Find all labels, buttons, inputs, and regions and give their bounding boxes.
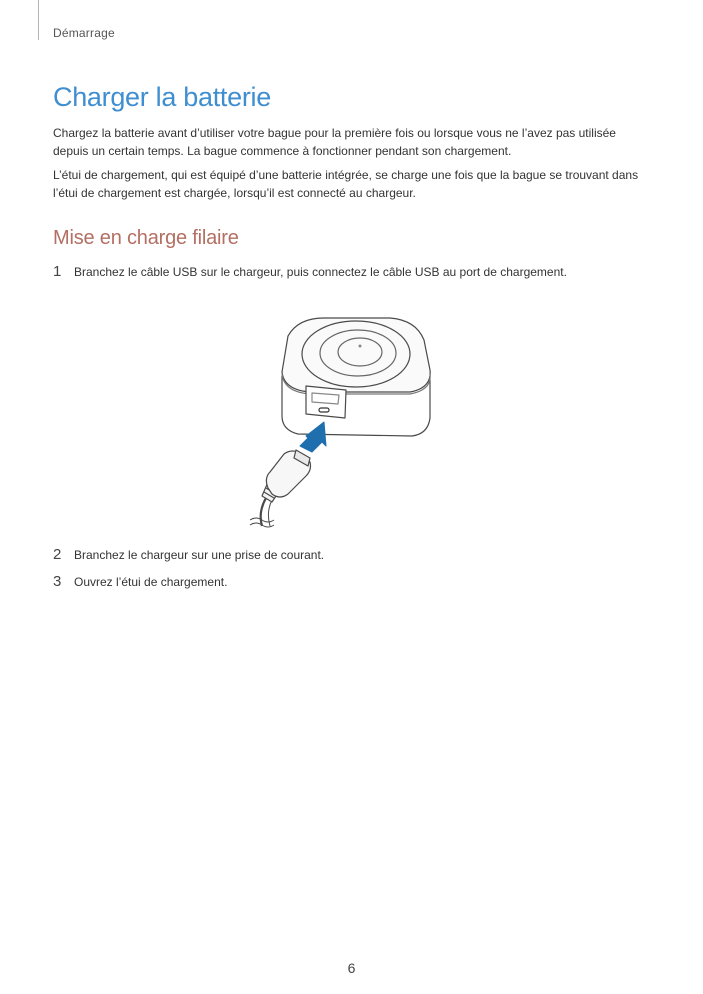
- step-number: 3: [53, 573, 62, 590]
- step-number: 1: [53, 263, 62, 280]
- margin-rule: [38, 0, 39, 40]
- lid-dot: [359, 345, 362, 348]
- step-text: Ouvrez l’étui de chargement.: [74, 575, 228, 589]
- intro-paragraph-2: L’étui de chargement, qui est équipé d’une batterie intégrée, se charge une fois que la bague se trouvant dans l’étui de chargement est chargée, lorsqu’il est connecté au chargeur.: [53, 168, 639, 200]
- step-text: Branchez le chargeur sur une prise de courant.: [74, 548, 325, 562]
- usb-port: [319, 408, 329, 412]
- step-text: Branchez le câble USB sur le chargeur, puis connectez le câble USB au port de chargement.: [74, 265, 567, 279]
- intro-paragraph-1: Chargez la batterie avant d’utiliser votre bague pour la première fois ou lorsque vous ne l’avez pas utilisée depuis un certain temps. La bague commence à fonctionner pendant son chargement.: [53, 126, 616, 158]
- step-3: [53, 573, 227, 590]
- step-1: [53, 263, 567, 280]
- insert-arrow-icon: [300, 422, 326, 452]
- usb-charging-illustration: [240, 298, 450, 530]
- step-2: [53, 546, 324, 563]
- page-number: 6: [347, 960, 356, 976]
- step-number: 2: [53, 546, 62, 563]
- subsection-title: Mise en charge filaire: [53, 227, 239, 249]
- section-header: Démarrage: [53, 26, 115, 40]
- page-title: Charger la batterie: [53, 82, 271, 112]
- case-lid: [282, 318, 430, 392]
